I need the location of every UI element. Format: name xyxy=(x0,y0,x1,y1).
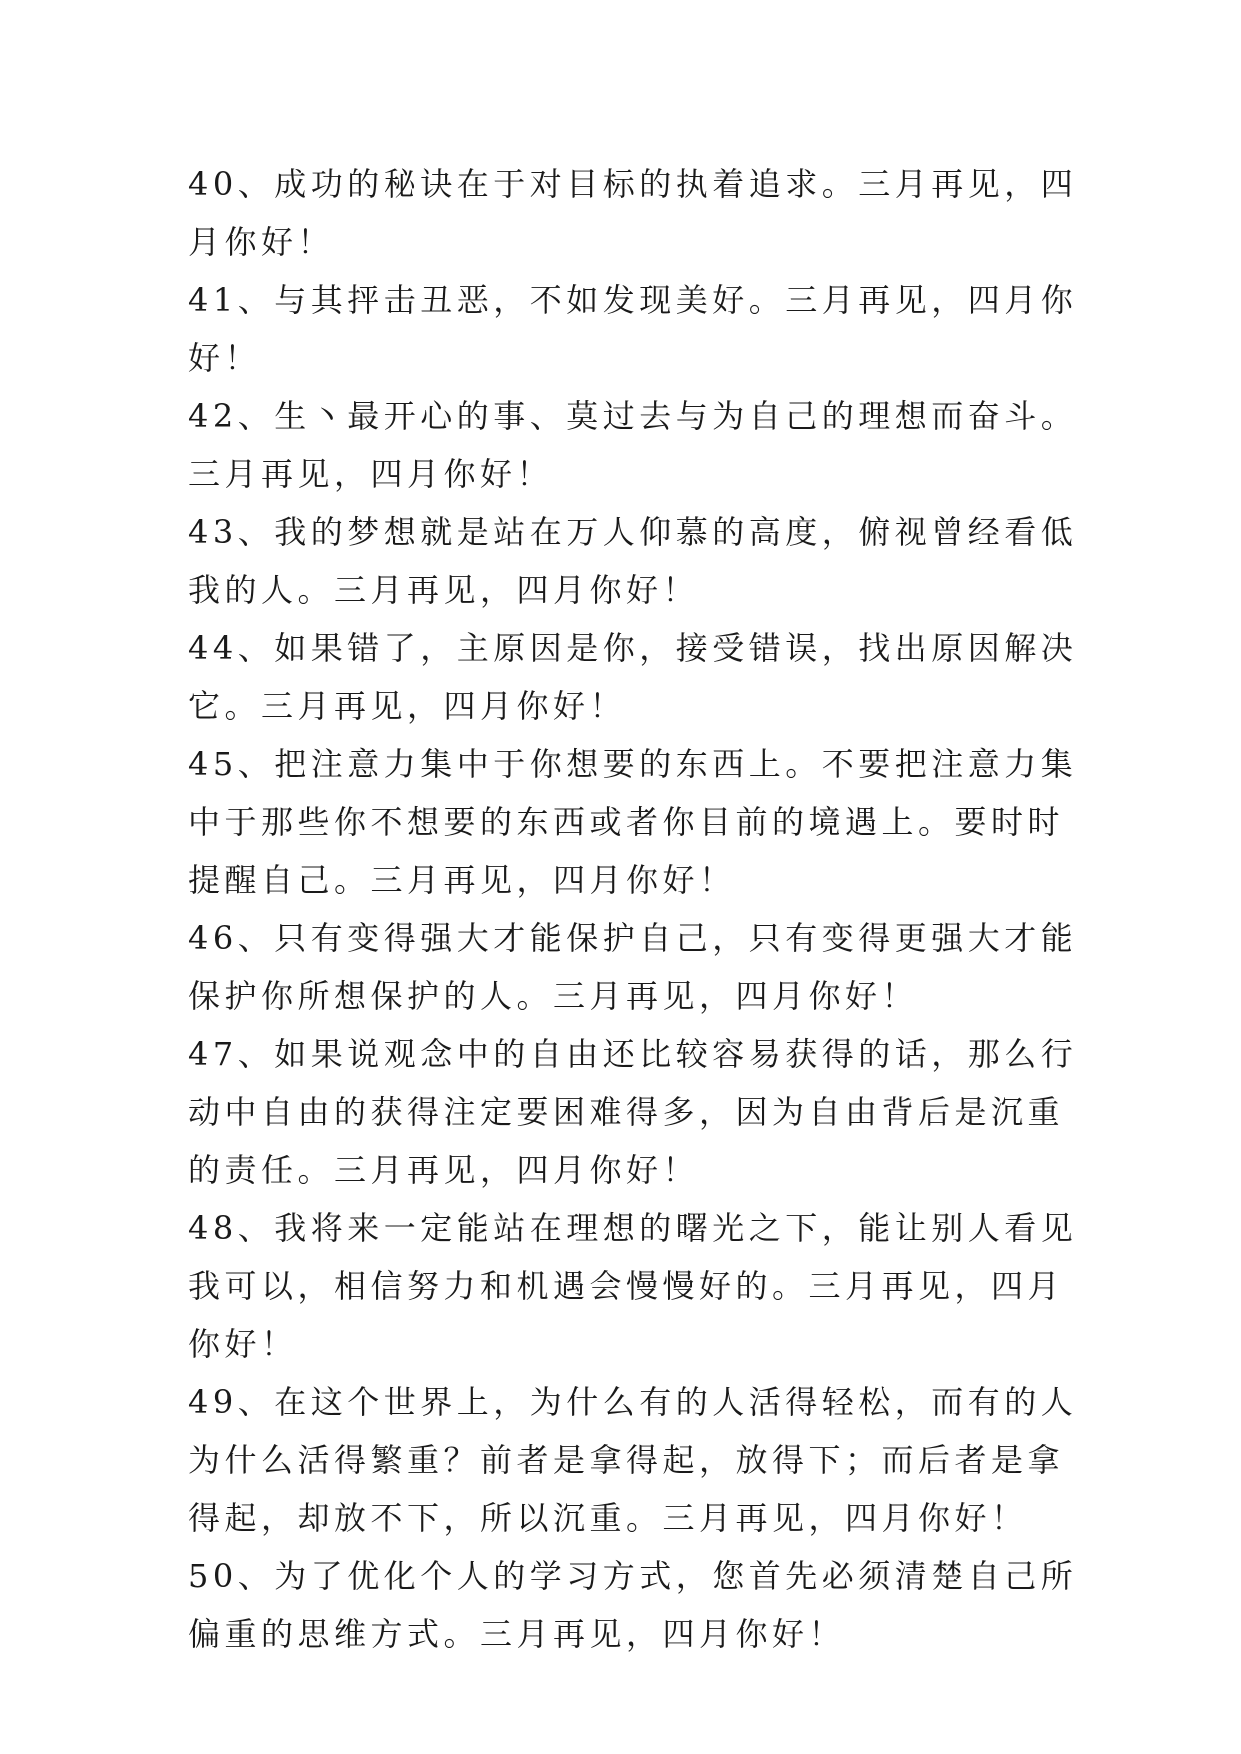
quote-item-40: 40、成功的秘诀在于对目标的执着追求。三月再见，四月你好！ xyxy=(188,165,1078,261)
quote-item-48: 48、我将来一定能站在理想的曙光之下，能让别人看见我可以，相信努力和机遇会慢慢好的。三月再见，四月你好！ xyxy=(188,1209,1078,1363)
quote-item-45: 45、把注意力集中于你想要的东西上。不要把注意力集中于那些你不想要的东西或者你目前的境遇上。要时时提醒自己。三月再见，四月你好！ xyxy=(188,745,1078,899)
quote-item-47: 47、如果说观念中的自由还比较容易获得的话，那么行动中自由的获得注定要困难得多，因为自由背后是沉重的责任。三月再见，四月你好！ xyxy=(188,1035,1078,1189)
quote-item-41: 41、与其抨击丑恶，不如发现美好。三月再见，四月你好！ xyxy=(188,281,1078,377)
quote-item-42: 42、生丶最开心的事、莫过去与为自己的理想而奋斗。三月再见，四月你好！ xyxy=(188,397,1078,493)
quote-item-49: 49、在这个世界上，为什么有的人活得轻松，而有的人为什么活得繁重？前者是拿得起，放得下；而后者是拿得起，却放不下，所以沉重。三月再见，四月你好！ xyxy=(188,1383,1078,1537)
quote-item-43: 43、我的梦想就是站在万人仰慕的高度，俯视曾经看低我的人。三月再见，四月你好！ xyxy=(188,513,1078,609)
quote-item-44: 44、如果错了，主原因是你，接受错误，找出原因解决它。三月再见，四月你好！ xyxy=(188,629,1078,725)
quote-item-50: 50、为了优化个人的学习方式，您首先必须清楚自己所偏重的思维方式。三月再见，四月你好！ xyxy=(188,1557,1078,1653)
quote-list xyxy=(188,155,1088,1663)
quote-item-46: 46、只有变得强大才能保护自己，只有变得更强大才能保护你所想保护的人。三月再见，四月你好！ xyxy=(188,919,1078,1015)
